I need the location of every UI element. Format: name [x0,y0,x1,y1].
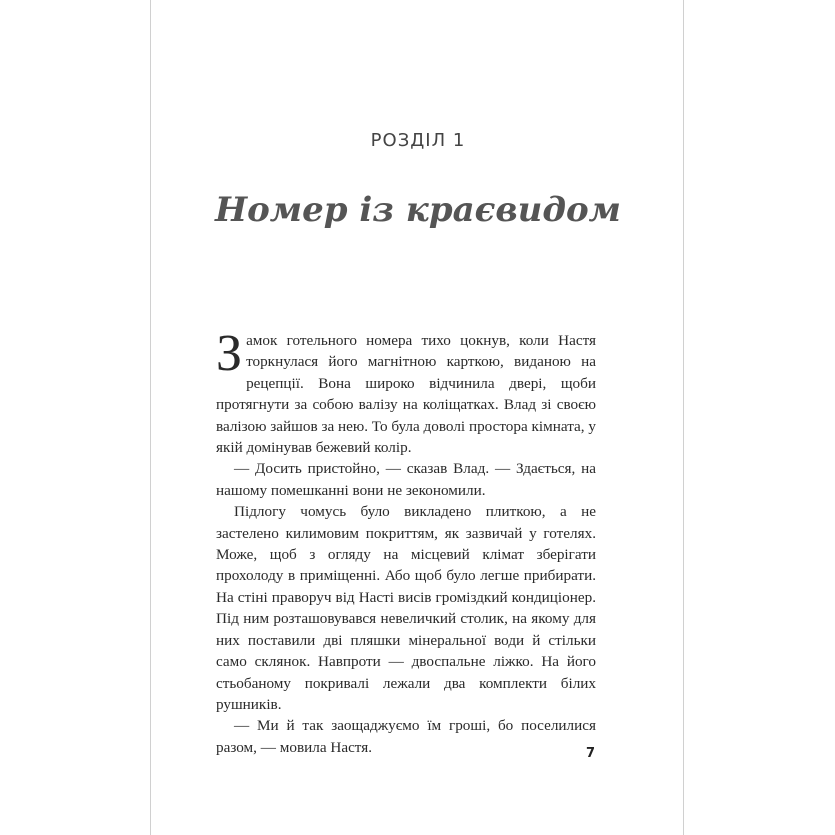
body-text [216,325,596,758]
paragraph-3: Підлогу чомусь було викладено плиткою, а не застелено килимовим покриттям, як зазвичай у готелях. Може, щоб з огляду на місцевий клімат зберігати прохолоду в приміщенні. Або щоб було легше прибирати. На стіні праворуч від Насті висів громіздкий кондиціонер. Під ним розташовувався невеличкий столик, на якому для них поставили дві пляшки мінеральної води й стільки само склянок. Навпроти — двоспальне ліжко. На його стьобаному покривалі лежали два комплекти білих рушників. [216,503,596,713]
chapter-title: Номер із краєвидом [214,190,622,230]
paragraph-4: — Ми й так заощаджуємо їм гроші, бо поселилися разом, — мовила Настя. [216,717,596,756]
drop-cap: З [216,325,243,382]
book-page [150,0,684,835]
paragraph-1-text: амок готельного номера тихо цокнув, коли Настя торкнулася його магнітною карткою, виданою на рецепції. Вона широко відчинила двері, щоби протягнути за собою валізу на коліщатках. Влад зі своєю валізою зайшов за нею. То була доволі простора кімната, у якій домінував бежевий колір. [216,332,596,457]
paragraph-2: — Досить пристойно, — сказав Влад. — Здається, на нашому помешканні вони не зекономили. [216,460,596,499]
paragraph-1 [216,325,596,458]
chapter-label: РОЗДІЛ 1 [370,130,466,151]
page-number: 7 [586,746,596,761]
